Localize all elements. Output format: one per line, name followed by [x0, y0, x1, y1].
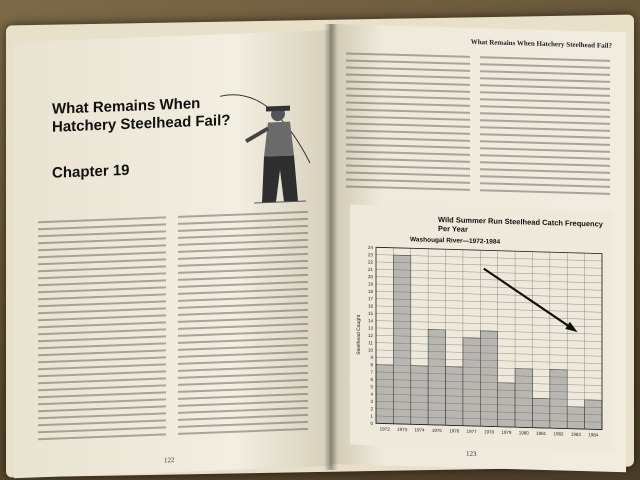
fisherman-illustration [210, 82, 320, 216]
y-tick-label: 0 [370, 420, 373, 427]
right-text-col-2 [480, 56, 610, 200]
right-page [330, 24, 626, 472]
x-tick-label: 1984 [588, 432, 599, 438]
x-tick-label: 1980 [518, 430, 529, 436]
x-tick-label: 1975 [431, 427, 442, 434]
x-tick-label: 1978 [483, 429, 495, 435]
y-tick-label: 14 [367, 318, 373, 324]
y-tick-label: 10 [367, 347, 373, 353]
x-tick-label: 1979 [501, 429, 512, 436]
x-tick-label: 1981 [536, 430, 547, 437]
y-tick-label: 7 [370, 369, 373, 375]
running-head: What Remains When Hatchery Steelhead Fail? [470, 37, 612, 50]
y-tick-label: 20 [367, 274, 373, 280]
chart-title: Wild Summer Run Steelhead Catch Frequency Per Year [438, 215, 603, 234]
x-tick-label: 1973 [397, 426, 408, 433]
y-tick-label: 6 [370, 376, 373, 383]
y-tick-label: 21 [367, 266, 373, 273]
bar-chart [350, 205, 612, 452]
y-tick-label: 13 [367, 325, 373, 331]
y-tick-label: 8 [370, 362, 373, 368]
y-tick-label: 9 [370, 354, 373, 361]
y-tick-label: 5 [370, 384, 373, 390]
y-tick-label: 16 [367, 303, 373, 309]
y-tick-label: 4 [370, 391, 373, 397]
right-text-col-1 [346, 52, 470, 195]
x-tick-label: 1977 [466, 428, 477, 435]
y-tick-label: 2 [370, 406, 373, 412]
y-tick-label: 11 [368, 340, 373, 346]
x-tick-label: 1982 [553, 431, 564, 437]
left-text-col-2 [178, 211, 308, 440]
chart-bar [480, 331, 497, 427]
y-tick-label: 19 [367, 281, 373, 287]
y-tick-label: 17 [367, 296, 373, 302]
book-gutter [324, 24, 338, 470]
y-tick-label: 1 [370, 413, 373, 419]
trend-arrow-head [565, 322, 577, 332]
y-tick-label: 24 [367, 244, 373, 251]
chapter-heading: Chapter 19 [52, 161, 130, 182]
y-axis-label: Steelhead Caught [356, 314, 362, 355]
y-tick-label: 15 [367, 310, 373, 317]
x-tick-label: 1976 [449, 428, 460, 434]
trend-arrow-shaft [484, 269, 574, 330]
page-number-left: 122 [164, 456, 175, 465]
chart-bar [393, 255, 410, 424]
y-tick-label: 3 [370, 398, 373, 405]
y-tick-label: 23 [367, 252, 373, 258]
y-tick-label: 18 [367, 288, 373, 295]
chart-subtitle: Washougal River—1972-1984 [410, 236, 501, 246]
x-tick-label: 1972 [379, 426, 390, 432]
x-tick-label: 1974 [414, 427, 425, 433]
chart-bar [567, 407, 584, 429]
y-tick-label: 22 [367, 259, 373, 265]
left-text-col-1 [38, 216, 166, 445]
y-tick-label: 12 [367, 332, 373, 339]
chart-bar [428, 329, 445, 425]
page-title: What Remains When Hatchery Steelhead Fail? [52, 95, 231, 136]
x-tick-label: 1983 [570, 431, 581, 438]
chart-figure [350, 205, 612, 452]
left-page [14, 30, 332, 478]
page-number-right: 123 [466, 449, 477, 459]
